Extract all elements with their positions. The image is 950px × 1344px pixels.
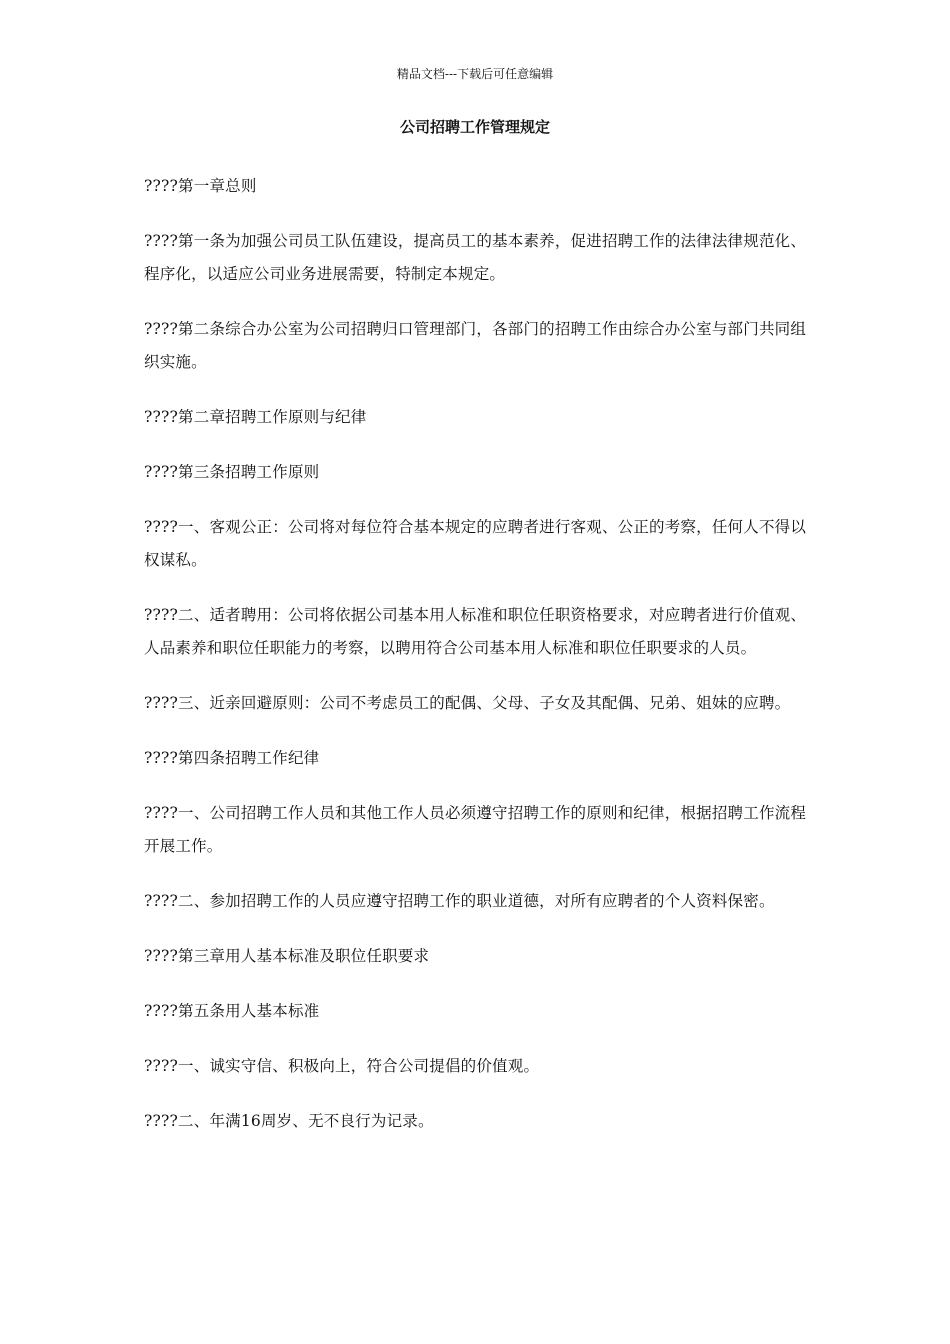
paragraph: ????第一条为加强公司员工队伍建设，提高员工的基本素养，促进招聘工作的法律法律规范化、程序化，以适应公司业务进展需要，特制定本规定。	[144, 232, 807, 283]
chapter-heading: ????第二章招聘工作原则与纪律	[144, 408, 367, 426]
chapter-heading: ????第三章用人基本标准及职位任职要求	[144, 947, 430, 965]
document-title: 公司招聘工作管理规定	[399, 118, 550, 136]
paragraph: ????二、参加招聘工作的人员应遵守招聘工作的职业道德，对所有应聘者的个人资料保密。	[144, 892, 775, 910]
chapter-heading: ????第一章总则	[144, 177, 257, 195]
paragraph: ????一、公司招聘工作人员和其他工作人员必须遵守招聘工作的原则和纪律，根据招聘工作流程开展工作。	[144, 804, 807, 855]
paragraph: ????第二条综合办公室为公司招聘归口管理部门，各部门的招聘工作由综合办公室与部门共同组织实施。	[144, 320, 807, 371]
article-heading: ????第五条用人基本标准	[144, 1002, 320, 1020]
header-note: 精品文档---下载后可任意编辑	[396, 67, 554, 81]
document-body	[144, 170, 814, 1160]
paragraph: ????一、诚实守信、积极向上，符合公司提倡的价值观。	[144, 1057, 540, 1075]
paragraph: ????一、客观公正：公司将对每位符合基本规定的应聘者进行客观、公正的考察，任何人不得以权谋私。	[144, 518, 807, 569]
article-heading: ????第三条招聘工作原则	[144, 463, 320, 481]
paragraph: ????二、适者聘用：公司将依据公司基本用人标准和职位任职资格要求，对应聘者进行价值观、人品素养和职位任职能力的考察，以聘用符合公司基本用人标准和职位任职要求的人员。	[144, 606, 807, 657]
paragraph: ????二、年满16周岁、无不良行为记录。	[144, 1112, 434, 1130]
article-heading: ????第四条招聘工作纪律	[144, 749, 320, 767]
paragraph: ????三、近亲回避原则：公司不考虑员工的配偶、父母、子女及其配偶、兄弟、姐妹的应聘。	[144, 694, 791, 712]
